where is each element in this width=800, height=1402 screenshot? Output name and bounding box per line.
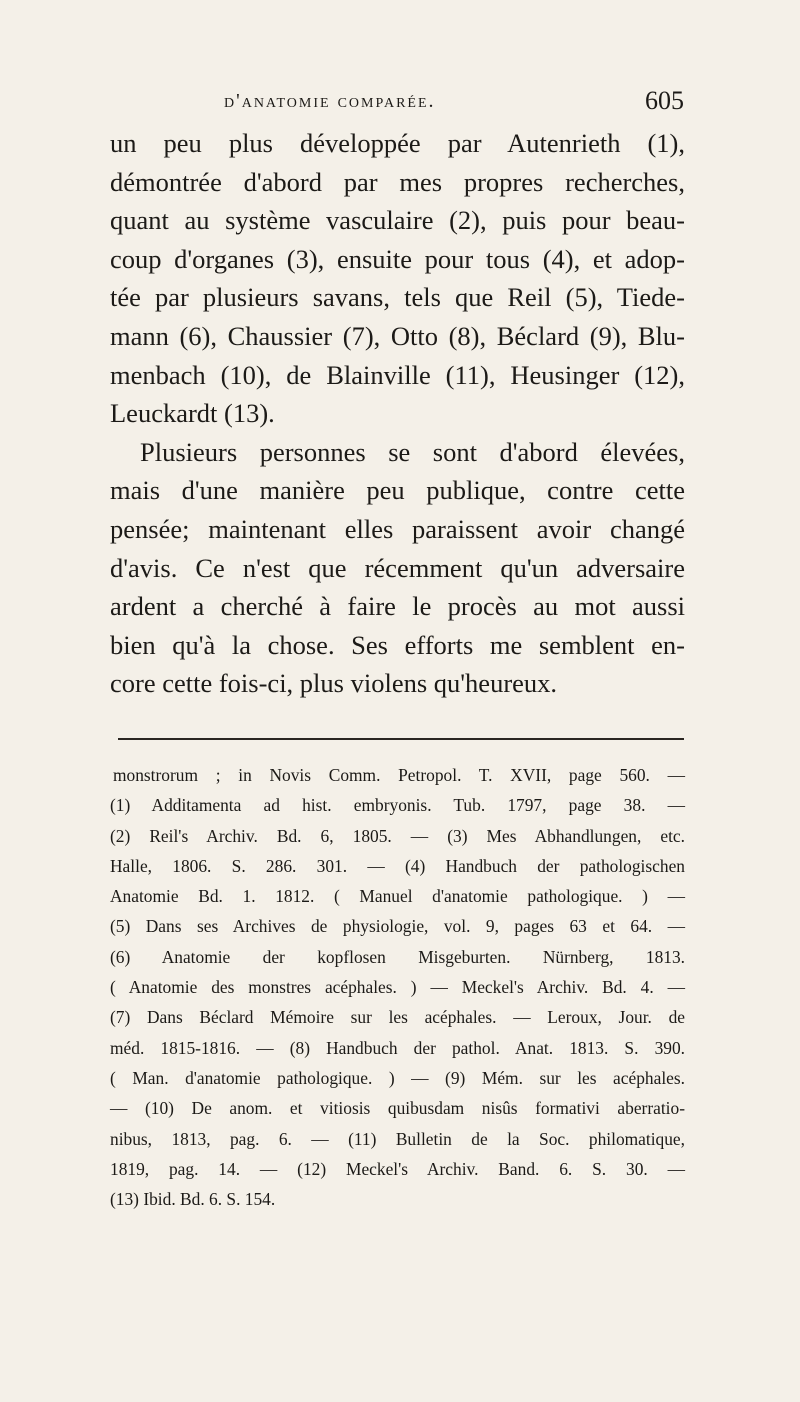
body-line: coup d'organes (3), ensuite pour tous (4), et adop- bbox=[110, 243, 685, 274]
footnote-line: — (10) De anom. et vitiosis quibusdam nisûs formativi aberratio- bbox=[110, 1098, 685, 1119]
footnote-line: (6) Anatomie der kopflosen Misgeburten. Nürnberg, 1813. bbox=[110, 946, 685, 967]
page-number: 605 bbox=[645, 86, 684, 115]
body-line: d'avis. Ce n'est que récemment qu'un adversaire bbox=[110, 552, 685, 583]
running-head-title: d'anatomie comparée. bbox=[224, 90, 436, 112]
footnote-line: Anatomie Bd. 1. 1812. ( Manuel d'anatomie pathologique. ) — bbox=[110, 886, 685, 907]
body-line: ardent a cherché à faire le procès au mot aussi bbox=[110, 591, 685, 622]
footnote-line: (1) Additamenta ad hist. embryonis. Tub. 1797, page 38. — bbox=[110, 795, 685, 816]
body-line: core cette fois-ci, plus violens qu'heureux. bbox=[110, 668, 558, 699]
footnote-line: 1819, pag. 14. — (12) Meckel's Archiv. Band. 6. S. 30. — bbox=[110, 1158, 685, 1179]
body-line: démontrée d'abord par mes propres recherches, bbox=[110, 166, 685, 197]
footnote-line: ( Anatomie des monstres acéphales. ) — Meckel's Archiv. Bd. 4. — bbox=[110, 977, 685, 998]
body-line: mais d'une manière peu publique, contre cette bbox=[110, 475, 685, 506]
body-line: quant au système vasculaire (2), puis pour beau- bbox=[110, 205, 685, 236]
body-text bbox=[110, 124, 685, 703]
footnote-line: Halle, 1806. S. 286. 301. — (4) Handbuch der pathologischen bbox=[110, 855, 685, 876]
footnote-line: ( Man. d'anatomie pathologique. ) — (9) Mém. sur les acéphales. bbox=[110, 1067, 685, 1088]
body-line: pensée; maintenant elles paraissent avoir changé bbox=[110, 513, 685, 544]
body-line: mann (6), Chaussier (7), Otto (8), Béclard (9), Blu- bbox=[110, 320, 685, 351]
body-line: tée par plusieurs savans, tels que Reil (5), Tiede- bbox=[110, 282, 685, 313]
body-line: Plusieurs personnes se sont d'abord élevées, bbox=[140, 436, 685, 467]
footnote-line: (7) Dans Béclard Mémoire sur les acéphales. — Leroux, Jour. de bbox=[110, 1007, 685, 1028]
footnote-line: nibus, 1813, pag. 6. — (11) Bulletin de la Soc. philomatique, bbox=[110, 1128, 685, 1149]
body-line: un peu plus développée par Autenrieth (1), bbox=[110, 128, 685, 158]
footnote-line: (2) Reil's Archiv. Bd. 6, 1805. — (3) Mes Abhandlungen, etc. bbox=[110, 825, 685, 846]
body-line: Leuckardt (13). bbox=[110, 398, 275, 429]
body-line: menbach (10), de Blainville (11), Heusinger (12), bbox=[110, 359, 685, 390]
footnote-separator bbox=[118, 738, 684, 740]
footnote-line: monstrorum ; in Novis Comm. Petropol. T. XVII, page 560. — bbox=[113, 765, 685, 785]
running-head bbox=[224, 86, 684, 120]
footnote-line: (5) Dans ses Archives de physiologie, vol. 9, pages 63 et 64. — bbox=[110, 916, 685, 937]
body-line: bien qu'à la chose. Ses efforts me semblent en- bbox=[110, 629, 685, 660]
footnote-line: méd. 1815-1816. — (8) Handbuch der pathol. Anat. 1813. S. 390. bbox=[110, 1037, 685, 1058]
footnote-line: (13) Ibid. Bd. 6. S. 154. bbox=[110, 1189, 276, 1210]
footnotes bbox=[110, 760, 685, 1214]
